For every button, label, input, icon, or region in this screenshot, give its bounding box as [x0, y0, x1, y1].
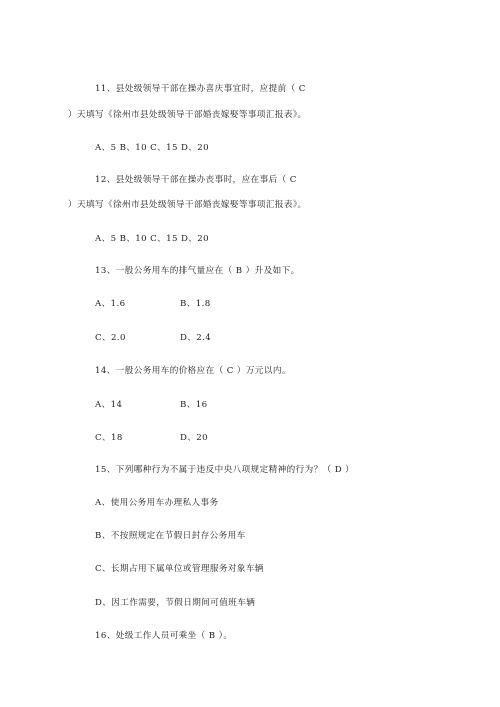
- q11-stem-line2: ）天填写《徐州市县处级领导干部婚丧嫁娶等事项汇报表》。: [68, 110, 307, 120]
- q13-option-b: B、1.8: [180, 299, 211, 309]
- q15-option-c: C、长期占用下属单位或管理服务对象车辆: [95, 564, 264, 574]
- q16-stem: 16、处级工作人员可乘坐（ B ）。: [95, 631, 233, 641]
- q12-stem-line2: ）天填写《徐州市县处级领导干部婚丧嫁娶等事项汇报表》。: [68, 200, 307, 210]
- q14-option-c: C、18: [95, 433, 123, 443]
- q14-option-d: D、20: [180, 433, 209, 443]
- q15-option-b: B、不按照规定在节假日封存公务用车: [95, 531, 246, 541]
- q15-option-d: D、因工作需要，节假日期间可值班车辆: [95, 598, 256, 608]
- q13-stem: 13、一般公务用车的排气量应在（ B ）升及如下。: [95, 266, 300, 276]
- q14-option-a: A、14: [95, 400, 123, 410]
- q15-stem: 15、下列哪种行为不属于违反中央八项规定精神的行为？（ D ）: [95, 465, 355, 475]
- q15-option-a: A、使用公务用车办理私人事务: [95, 498, 219, 508]
- q12-options: A、5 B、10 C、15 D、20: [95, 234, 210, 244]
- q12-stem-line1: 12、县处级领导干部在操办丧事时，应在事后（ C: [95, 175, 297, 185]
- q11-options: A、5 B、10 C、15 D、20: [95, 143, 210, 153]
- q14-stem: 14、一般公务用车的价格应在（ C ）万元以内。: [95, 366, 291, 376]
- q13-option-a: A、1.6: [95, 299, 126, 309]
- q14-option-b: B、16: [180, 400, 208, 410]
- q11-stem-line1: 11、县处级领导干部在操办喜庆事宜时，应提前（ C: [95, 84, 306, 94]
- q13-option-d: D、2.4: [180, 333, 212, 343]
- q13-option-c: C、2.0: [95, 333, 126, 343]
